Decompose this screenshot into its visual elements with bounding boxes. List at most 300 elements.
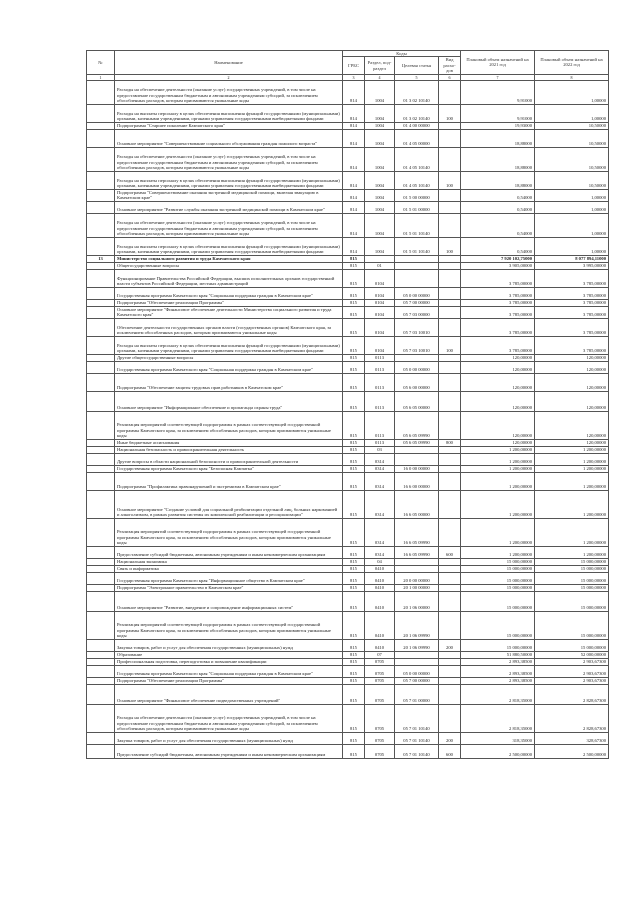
- table-row: [87, 465, 609, 472]
- row-sum-2022-cell: 10,50000: [535, 147, 609, 171]
- row-vr-cell: [439, 189, 461, 201]
- table-row: [87, 651, 609, 658]
- row-name-cell: Иные бюджетные ассигнования: [115, 439, 343, 446]
- table-row: [87, 213, 609, 237]
- row-grbs-cell: 815: [343, 336, 365, 354]
- row-number-cell: [87, 373, 115, 391]
- row-csr-cell: 05 6 05 09990: [395, 411, 439, 439]
- row-sum-2022-cell: 15 000,00000: [535, 584, 609, 591]
- row-number-cell: [87, 361, 115, 373]
- row-number-cell: [87, 147, 115, 171]
- row-sum-2022-cell: 1,00000: [535, 189, 609, 201]
- row-sum-2021-cell: 1 200,00000: [461, 472, 535, 490]
- row-sum-2022-cell: 120,00000: [535, 439, 609, 446]
- row-sum-2021-cell: 18,88000: [461, 129, 535, 147]
- row-razdel-cell: 0705: [365, 704, 395, 732]
- column-index-cell: 8: [535, 74, 609, 80]
- table-row: [87, 237, 609, 255]
- row-number-cell: [87, 122, 115, 129]
- row-razdel-cell: 0410: [365, 565, 395, 572]
- row-vr-cell: [439, 391, 461, 411]
- row-sum-2022-cell: 8 077 894,11000: [535, 255, 609, 262]
- row-grbs-cell: 814: [343, 147, 365, 171]
- row-razdel-cell: 0113: [365, 439, 395, 446]
- row-sum-2021-cell: 3 785,00000: [461, 318, 535, 336]
- row-csr-cell: 05 7 01 10140: [395, 704, 439, 732]
- row-sum-2021-cell: 2 893,38500: [461, 665, 535, 677]
- column-index-cell: 5: [395, 74, 439, 80]
- row-sum-2022-cell: 2 828,67300: [535, 684, 609, 704]
- row-csr-cell: 05 7 01 10140: [395, 744, 439, 758]
- table-row: [87, 518, 609, 546]
- row-csr-cell: [395, 446, 439, 453]
- row-number-cell: [87, 237, 115, 255]
- row-name-cell: Основное мероприятие "Финансовое обеспечение подведомственных учреждений": [115, 684, 343, 704]
- row-grbs-cell: 815: [343, 465, 365, 472]
- column-index-cell: 4: [365, 74, 395, 80]
- row-number-cell: [87, 472, 115, 490]
- row-sum-2021-cell: 9,91000: [461, 104, 535, 122]
- column-index-cell: 1: [87, 74, 115, 80]
- row-razdel-cell: 0410: [365, 611, 395, 639]
- row-name-cell: Предоставление субсидий бюджетным, автономным учреждениям и иным некоммерческим организациям: [115, 744, 343, 758]
- table-row: [87, 684, 609, 704]
- row-grbs-cell: 815: [343, 361, 365, 373]
- row-sum-2021-cell: 15 000,00000: [461, 558, 535, 565]
- row-sum-2021-cell: 3 785,00000: [461, 287, 535, 299]
- row-grbs-cell: 814: [343, 201, 365, 213]
- row-razdel-cell: 0314: [365, 546, 395, 558]
- table-row: [87, 373, 609, 391]
- row-number-cell: [87, 269, 115, 287]
- row-vr-cell: [439, 318, 461, 336]
- table-row: [87, 269, 609, 287]
- row-csr-cell: 16 6 05 00000: [395, 490, 439, 518]
- row-name-cell: Расходы на обеспечение деятельности (оказание услуг) государственных учреждений, в том числе на предоставление государственным бюджетным и автономным учреждениям субсидий, за исключением обособленных расходов, которым присваиваются уникальные коды: [115, 704, 343, 732]
- row-sum-2022-cell: 1 200,00000: [535, 453, 609, 465]
- row-razdel-cell: 0113: [365, 354, 395, 361]
- row-csr-cell: 05 0 00 00000: [395, 665, 439, 677]
- row-csr-cell: 01 5 01 00000: [395, 201, 439, 213]
- row-sum-2021-cell: 15 000,00000: [461, 591, 535, 611]
- row-number-cell: [87, 262, 115, 269]
- row-csr-cell: 05 7 03 10010: [395, 318, 439, 336]
- table-row: [87, 306, 609, 318]
- row-sum-2021-cell: 120,00000: [461, 411, 535, 439]
- table-row: [87, 704, 609, 732]
- row-vr-cell: [439, 558, 461, 565]
- header-vr: Вид расхо-дов: [439, 57, 461, 74]
- table-row: [87, 584, 609, 591]
- table-row: [87, 255, 609, 262]
- row-sum-2021-cell: 3 785,00000: [461, 299, 535, 306]
- row-razdel-cell: [365, 255, 395, 262]
- table-row: [87, 80, 609, 104]
- row-name-cell: Государственная программа Камчатского края "Социальная поддержка граждан в Камчатском крае": [115, 361, 343, 373]
- row-grbs-cell: 815: [343, 262, 365, 269]
- row-csr-cell: 05 0 00 00000: [395, 361, 439, 373]
- row-sum-2021-cell: 120,00000: [461, 391, 535, 411]
- row-vr-cell: [439, 354, 461, 361]
- row-name-cell: Подпрограмма "Обеспечение защиты трудовых прав работников в Камчатском крае": [115, 373, 343, 391]
- row-sum-2021-cell: 1 200,00000: [461, 546, 535, 558]
- table-row: [87, 262, 609, 269]
- row-vr-cell: [439, 591, 461, 611]
- row-vr-cell: [439, 361, 461, 373]
- row-csr-cell: 05 7 03 00000: [395, 306, 439, 318]
- row-razdel-cell: 0314: [365, 465, 395, 472]
- row-grbs-cell: 815: [343, 318, 365, 336]
- row-sum-2021-cell: 9,91000: [461, 80, 535, 104]
- row-sum-2022-cell: 10,50000: [535, 129, 609, 147]
- row-vr-cell: [439, 446, 461, 453]
- row-number-cell: [87, 465, 115, 472]
- header-csr: Целевая статья: [395, 57, 439, 74]
- row-razdel-cell: 0104: [365, 299, 395, 306]
- row-razdel-cell: 0314: [365, 472, 395, 490]
- row-name-cell: Основное мероприятие "Финансовое обеспечение деятельности Министерства социального развития и труда Камчатского края": [115, 306, 343, 318]
- row-sum-2021-cell: 0,54000: [461, 213, 535, 237]
- row-number-cell: [87, 565, 115, 572]
- row-razdel-cell: 01: [365, 262, 395, 269]
- row-sum-2021-cell: 3 785,00000: [461, 269, 535, 287]
- row-razdel-cell: 0705: [365, 677, 395, 684]
- table-row: [87, 439, 609, 446]
- row-number-cell: [87, 677, 115, 684]
- table-row: [87, 472, 609, 490]
- row-name-cell: Другие общегосударственные вопросы: [115, 354, 343, 361]
- row-name-cell: Предоставление субсидий бюджетным, автономным учреждениям и иным некоммерческим организациям: [115, 546, 343, 558]
- table-row: [87, 565, 609, 572]
- row-name-cell: Образование: [115, 651, 343, 658]
- row-number-cell: 13: [87, 255, 115, 262]
- row-grbs-cell: 815: [343, 611, 365, 639]
- row-sum-2022-cell: 10,50000: [535, 122, 609, 129]
- row-number-cell: [87, 213, 115, 237]
- row-name-cell: Государственная программа Камчатского края "Информационное общество в Камчатском крае": [115, 572, 343, 584]
- header-num: №: [87, 51, 115, 75]
- row-sum-2021-cell: 15 000,00000: [461, 572, 535, 584]
- row-vr-cell: [439, 490, 461, 518]
- row-razdel-cell: 1004: [365, 129, 395, 147]
- row-razdel-cell: 0314: [365, 518, 395, 546]
- row-vr-cell: [439, 213, 461, 237]
- row-csr-cell: [395, 269, 439, 287]
- row-grbs-cell: 815: [343, 518, 365, 546]
- table-row: [87, 104, 609, 122]
- row-number-cell: [87, 189, 115, 201]
- row-razdel-cell: 0113: [365, 373, 395, 391]
- row-grbs-cell: 815: [343, 472, 365, 490]
- row-grbs-cell: 815: [343, 677, 365, 684]
- header-grbs: ГРБС: [343, 57, 365, 74]
- row-grbs-cell: 815: [343, 354, 365, 361]
- row-sum-2022-cell: 1 200,00000: [535, 546, 609, 558]
- row-vr-cell: [439, 465, 461, 472]
- row-grbs-cell: 815: [343, 255, 365, 262]
- row-vr-cell: [439, 269, 461, 287]
- table-row: [87, 611, 609, 639]
- row-csr-cell: 16 6 05 09990: [395, 518, 439, 546]
- row-sum-2022-cell: 15 000,00000: [535, 639, 609, 651]
- row-razdel-cell: 0104: [365, 318, 395, 336]
- row-razdel-cell: 0705: [365, 744, 395, 758]
- row-number-cell: [87, 201, 115, 213]
- row-sum-2022-cell: 1 200,00000: [535, 465, 609, 472]
- row-csr-cell: 20 0 00 00000: [395, 572, 439, 584]
- row-number-cell: [87, 546, 115, 558]
- row-sum-2022-cell: 120,00000: [535, 391, 609, 411]
- row-csr-cell: [395, 453, 439, 465]
- row-vr-cell: [439, 518, 461, 546]
- header-razdel: Раздел, под-раздел: [365, 57, 395, 74]
- row-sum-2022-cell: 1,00000: [535, 237, 609, 255]
- row-vr-cell: 100: [439, 336, 461, 354]
- row-name-cell: Расходы на обеспечение деятельности (оказание услуг) государственных учреждений, в том числе на предоставление государственным бюджетным и автономным учреждениям субсидий, за исключением обособленных расходов, которым присваиваются уникальные коды: [115, 147, 343, 171]
- row-number-cell: [87, 336, 115, 354]
- row-name-cell: Основное мероприятие "Создание условий для социальной реабилитации отдельной лиц, больных наркоманией и алкоголизмом, в рамках развития системы их комплексной реабилитации и ресоциализации": [115, 490, 343, 518]
- row-sum-2022-cell: 2 903,67300: [535, 665, 609, 677]
- row-name-cell: Расходы на выплаты персоналу в целях обеспечения выполнения функций государственными (муниципальными) органами, казенными учреждениями, органами управления государственными внебюджетными фондами: [115, 336, 343, 354]
- row-sum-2022-cell: 3 785,00000: [535, 336, 609, 354]
- table-row: [87, 639, 609, 651]
- row-sum-2022-cell: 15 000,00000: [535, 565, 609, 572]
- row-grbs-cell: 814: [343, 171, 365, 189]
- row-vr-cell: [439, 677, 461, 684]
- table-row: [87, 336, 609, 354]
- row-sum-2021-cell: 18,88000: [461, 147, 535, 171]
- row-vr-cell: [439, 684, 461, 704]
- row-sum-2022-cell: 2 500,00000: [535, 744, 609, 758]
- row-sum-2022-cell: 1,00000: [535, 104, 609, 122]
- row-number-cell: [87, 299, 115, 306]
- row-number-cell: [87, 651, 115, 658]
- row-name-cell: Основное мероприятие "Информационное обеспечение и пропаганда охраны труда": [115, 391, 343, 411]
- budget-table: [86, 50, 609, 759]
- table-body: [87, 80, 609, 758]
- row-grbs-cell: 814: [343, 104, 365, 122]
- table-row: [87, 665, 609, 677]
- row-name-cell: Закупка товаров, работ и услуг для обеспечения государственных (муниципальных) нужд: [115, 732, 343, 744]
- row-grbs-cell: 814: [343, 122, 365, 129]
- row-grbs-cell: 814: [343, 80, 365, 104]
- row-name-cell: Основное мероприятие "Развитие, внедрение и сопровождение информационных систем": [115, 591, 343, 611]
- row-razdel-cell: 0113: [365, 361, 395, 373]
- row-grbs-cell: 815: [343, 490, 365, 518]
- row-number-cell: [87, 558, 115, 565]
- row-name-cell: Расходы на обеспечение деятельности (оказание услуг) государственных учреждений, в том числе на предоставление государственным бюджетным и автономным учреждениям субсидий, за исключением обособленных расходов, которым присваиваются уникальные коды: [115, 213, 343, 237]
- row-csr-cell: 05 6 05 09990: [395, 439, 439, 446]
- table-row: [87, 572, 609, 584]
- row-csr-cell: 01 4 05 10140: [395, 171, 439, 189]
- row-grbs-cell: 815: [343, 704, 365, 732]
- row-razdel-cell: 1004: [365, 213, 395, 237]
- row-sum-2021-cell: 120,00000: [461, 373, 535, 391]
- row-grbs-cell: 815: [343, 744, 365, 758]
- row-grbs-cell: 815: [343, 684, 365, 704]
- row-csr-cell: 01 5 01 10140: [395, 213, 439, 237]
- row-sum-2021-cell: 2 500,00000: [461, 744, 535, 758]
- row-name-cell: Основное мероприятие "Совершенствование социального обслуживания граждан пожилого возраста": [115, 129, 343, 147]
- row-sum-2021-cell: 0,54000: [461, 237, 535, 255]
- row-grbs-cell: 815: [343, 658, 365, 665]
- row-name-cell: Министерство социального развития и труда Камчатского края: [115, 255, 343, 262]
- table-row: [87, 122, 609, 129]
- table-row: [87, 361, 609, 373]
- row-sum-2021-cell: 3 785,00000: [461, 336, 535, 354]
- row-vr-cell: [439, 147, 461, 171]
- row-number-cell: [87, 104, 115, 122]
- row-vr-cell: [439, 704, 461, 732]
- row-razdel-cell: 0314: [365, 490, 395, 518]
- row-grbs-cell: 814: [343, 237, 365, 255]
- row-sum-2022-cell: 15 000,00000: [535, 572, 609, 584]
- row-number-cell: [87, 591, 115, 611]
- row-csr-cell: 05 6 00 00000: [395, 373, 439, 391]
- row-csr-cell: 01 4 00 00000: [395, 122, 439, 129]
- row-grbs-cell: 815: [343, 558, 365, 565]
- row-sum-2021-cell: 1 200,00000: [461, 518, 535, 546]
- row-sum-2022-cell: 1,00000: [535, 201, 609, 213]
- row-name-cell: Расходы на выплаты персоналу в целях обеспечения выполнения функций государственными (муниципальными) органами, казенными учреждениями, органами управления государственными внебюджетными фондами: [115, 104, 343, 122]
- row-sum-2021-cell: 19,93000: [461, 122, 535, 129]
- row-csr-cell: 16 6 00 00000: [395, 472, 439, 490]
- row-sum-2022-cell: 120,00000: [535, 354, 609, 361]
- row-number-cell: [87, 490, 115, 518]
- row-vr-cell: 100: [439, 237, 461, 255]
- row-number-cell: [87, 354, 115, 361]
- column-index-cell: 7: [461, 74, 535, 80]
- row-csr-cell: 20 1 06 00000: [395, 591, 439, 611]
- row-sum-2021-cell: 2 893,38500: [461, 677, 535, 684]
- row-name-cell: Государственная программа Камчатского края "Социальная поддержка граждан в Камчатском крае": [115, 287, 343, 299]
- row-grbs-cell: 815: [343, 306, 365, 318]
- row-vr-cell: 200: [439, 639, 461, 651]
- row-razdel-cell: 0410: [365, 584, 395, 591]
- row-sum-2021-cell: 3 905,00000: [461, 262, 535, 269]
- row-vr-cell: 100: [439, 104, 461, 122]
- row-vr-cell: [439, 122, 461, 129]
- row-vr-cell: [439, 658, 461, 665]
- table-row: [87, 391, 609, 411]
- column-index-cell: 6: [439, 74, 461, 80]
- row-name-cell: Подпрограмма "Профилактика правонарушений и экстремизма в Камчатском крае": [115, 472, 343, 490]
- table-row: [87, 411, 609, 439]
- row-razdel-cell: 1004: [365, 189, 395, 201]
- row-sum-2021-cell: 2 818,35000: [461, 684, 535, 704]
- row-name-cell: Расходы на обеспечение деятельности (оказание услуг) государственных учреждений, в том числе на предоставление государственным бюджетным и автономным учреждениям субсидий, за исключением обособленных расходов, которым присваиваются уникальные коды: [115, 80, 343, 104]
- row-razdel-cell: 0410: [365, 639, 395, 651]
- row-razdel-cell: 1004: [365, 171, 395, 189]
- row-sum-2021-cell: 120,00000: [461, 439, 535, 446]
- row-vr-cell: 600: [439, 744, 461, 758]
- row-name-cell: Обеспечение деятельности государственных органов власти (государственных органов) Камчатского края, за исключением обособленных расходов, которым присваиваются уникальные коды: [115, 318, 343, 336]
- row-sum-2022-cell: 3 785,00000: [535, 306, 609, 318]
- row-name-cell: Реализация мероприятий соответствующей подпрограммы в рамках соответствующей государственной программы Камчатского края, за исключением обособленных расходов, которым присваиваются уникальные коды: [115, 518, 343, 546]
- row-razdel-cell: 1004: [365, 201, 395, 213]
- row-vr-cell: [439, 611, 461, 639]
- row-vr-cell: [439, 572, 461, 584]
- row-csr-cell: 20 1 00 00000: [395, 584, 439, 591]
- row-sum-2022-cell: 3 785,00000: [535, 299, 609, 306]
- row-vr-cell: [439, 584, 461, 591]
- table-row: [87, 171, 609, 189]
- row-csr-cell: 05 7 00 00000: [395, 677, 439, 684]
- row-sum-2021-cell: 2 818,35000: [461, 704, 535, 732]
- row-csr-cell: [395, 565, 439, 572]
- header-sum-2021: Плановый объем назначений на 2021 год: [461, 51, 535, 75]
- row-razdel-cell: 0705: [365, 665, 395, 677]
- row-name-cell: Подпрограмма "Обеспечение реализации Программы": [115, 299, 343, 306]
- row-sum-2022-cell: 10,50000: [535, 171, 609, 189]
- row-razdel-cell: 1004: [365, 104, 395, 122]
- row-razdel-cell: 0705: [365, 732, 395, 744]
- table-row: [87, 299, 609, 306]
- row-razdel-cell: 0104: [365, 336, 395, 354]
- row-vr-cell: 200: [439, 732, 461, 744]
- row-sum-2022-cell: 15 000,00000: [535, 591, 609, 611]
- row-csr-cell: 05 0 00 00000: [395, 287, 439, 299]
- row-name-cell: Подпрограмма "Совершенствование оказания экстренной медицинской помощи, включая эвакуацию в Камчатском крае": [115, 189, 343, 201]
- row-csr-cell: 05 7 03 10010: [395, 336, 439, 354]
- row-grbs-cell: 815: [343, 572, 365, 584]
- row-name-cell: Подпрограмма "Электронное правительство в Камчатском крае": [115, 584, 343, 591]
- header-sum-2022: Плановый объем назначений на 2022 год: [535, 51, 609, 75]
- row-sum-2022-cell: 1 200,00000: [535, 490, 609, 518]
- row-sum-2022-cell: 3 995,00000: [535, 262, 609, 269]
- row-name-cell: Национальная безопасность и правоохранительная деятельность: [115, 446, 343, 453]
- row-sum-2022-cell: 120,00000: [535, 361, 609, 373]
- row-csr-cell: [395, 255, 439, 262]
- row-csr-cell: [395, 262, 439, 269]
- row-vr-cell: [439, 201, 461, 213]
- row-vr-cell: [439, 453, 461, 465]
- row-sum-2022-cell: 3 785,00000: [535, 318, 609, 336]
- row-name-cell: Закупка товаров, работ и услуг для обеспечения государственных (муниципальных) нужд: [115, 639, 343, 651]
- row-grbs-cell: 815: [343, 453, 365, 465]
- row-sum-2021-cell: 1 200,00000: [461, 490, 535, 518]
- table-row: [87, 490, 609, 518]
- row-sum-2021-cell: 51 880,50000: [461, 651, 535, 658]
- row-grbs-cell: 815: [343, 446, 365, 453]
- row-csr-cell: 01 4 05 10140: [395, 147, 439, 171]
- row-csr-cell: 01 3 02 10140: [395, 104, 439, 122]
- row-sum-2022-cell: 120,00000: [535, 411, 609, 439]
- row-razdel-cell: 0104: [365, 287, 395, 299]
- row-razdel-cell: 03: [365, 446, 395, 453]
- row-number-cell: [87, 411, 115, 439]
- row-number-cell: [87, 80, 115, 104]
- row-csr-cell: [395, 558, 439, 565]
- row-vr-cell: [439, 299, 461, 306]
- table-row: [87, 591, 609, 611]
- row-number-cell: [87, 611, 115, 639]
- table-row: [87, 677, 609, 684]
- row-grbs-cell: 814: [343, 213, 365, 237]
- row-grbs-cell: 815: [343, 651, 365, 658]
- row-grbs-cell: 815: [343, 299, 365, 306]
- row-sum-2022-cell: 15 000,00000: [535, 558, 609, 565]
- row-name-cell: Общегосударственные вопросы: [115, 262, 343, 269]
- row-grbs-cell: 815: [343, 269, 365, 287]
- row-sum-2021-cell: 1 200,00000: [461, 453, 535, 465]
- header-name: Наименование: [115, 51, 343, 75]
- row-sum-2022-cell: 2 903,67300: [535, 658, 609, 665]
- row-name-cell: Подпрограмма "Обеспечение реализации Программы": [115, 677, 343, 684]
- row-number-cell: [87, 439, 115, 446]
- row-grbs-cell: 815: [343, 411, 365, 439]
- row-name-cell: Реализация мероприятий соответствующей подпрограммы в рамках соответствующей государственной программы Камчатского края, за исключением обособленных расходов, которым присваиваются уникальные коды: [115, 411, 343, 439]
